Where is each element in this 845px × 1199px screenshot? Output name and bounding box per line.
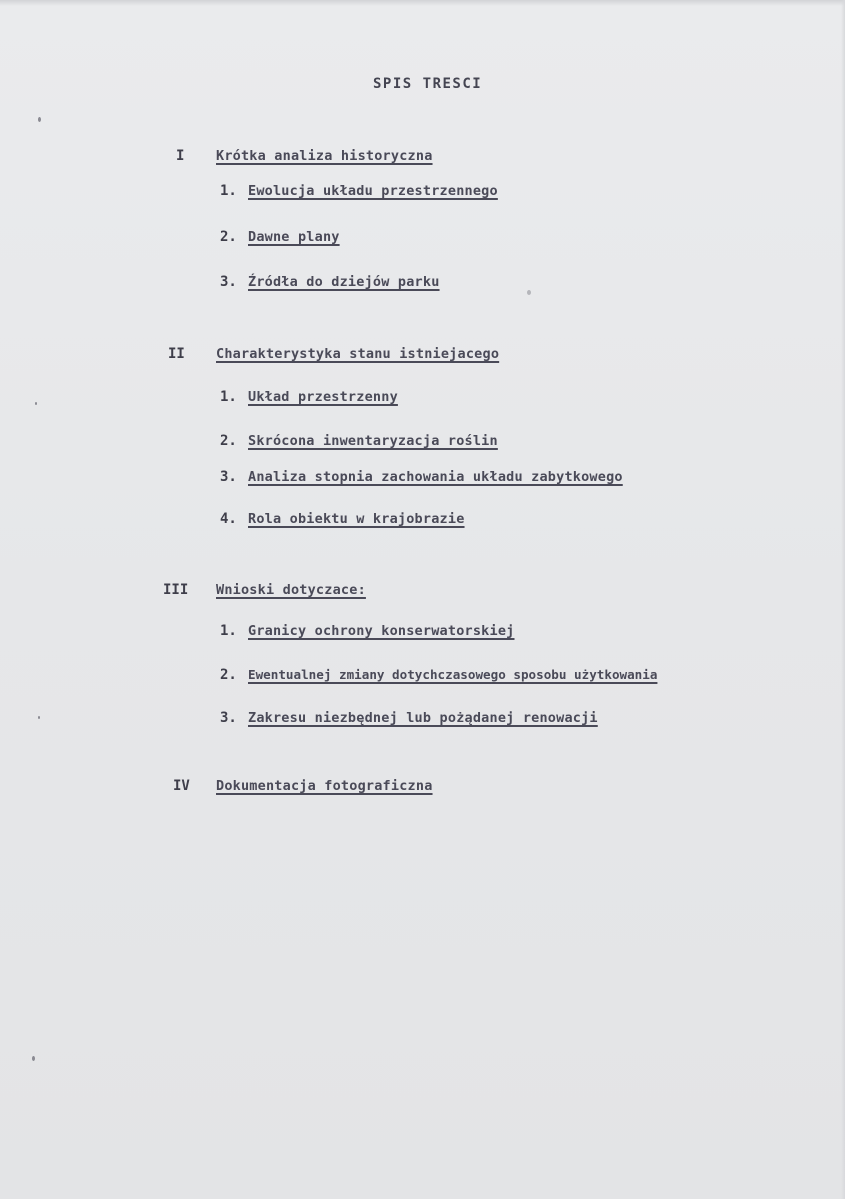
page-right-edge <box>841 0 845 1199</box>
toc-entry: Rola obiektu w krajobrazie <box>248 511 465 527</box>
paper-speck <box>38 716 40 719</box>
toc-entry: Ewentualnej zmiany dotychczasowego sposobu użytkowania <box>248 667 658 682</box>
toc-entry: Skrócona inwentaryzacja roślin <box>248 433 498 449</box>
section-numeral: IV <box>173 778 190 794</box>
section-heading: Wnioski dotyczace: <box>216 582 366 598</box>
item-number: 2. <box>220 667 237 683</box>
item-number: 1. <box>220 389 237 405</box>
paper-speck <box>527 290 531 295</box>
section-numeral: III <box>163 582 189 598</box>
paper-speck <box>35 402 37 405</box>
paper-speck <box>32 1056 35 1061</box>
toc-entry: Zakresu niezbędnej lub pożądanej renowacji <box>248 710 598 726</box>
toc-entry: Ewolucja układu przestrzennego <box>248 183 498 199</box>
section-heading: Krótka analiza historyczna <box>216 148 433 164</box>
page-top-edge <box>0 0 845 6</box>
section-numeral: I <box>176 148 185 164</box>
toc-entry: Dawne plany <box>248 229 340 245</box>
item-number: 3. <box>220 469 237 485</box>
item-number: 3. <box>220 710 237 726</box>
toc-entry: Źródła do dziejów parku <box>248 274 440 290</box>
item-number: 1. <box>220 623 237 639</box>
paper-speck <box>38 117 41 122</box>
item-number: 2. <box>220 229 237 245</box>
section-heading: Charakterystyka stanu istniejacego <box>216 346 500 362</box>
item-number: 1. <box>220 183 237 199</box>
toc-entry: Analiza stopnia zachowania układu zabytkowego <box>248 469 623 485</box>
item-number: 3. <box>220 274 237 290</box>
section-heading: Dokumentacja fotograficzna <box>216 778 433 794</box>
section-numeral: II <box>168 346 185 362</box>
toc-entry: Układ przestrzenny <box>248 389 398 405</box>
item-number: 2. <box>220 433 237 449</box>
item-number: 4. <box>220 511 237 527</box>
toc-entry: Granicy ochrony konserwatorskiej <box>248 623 515 639</box>
page-title: SPIS TRESCI <box>373 76 483 92</box>
